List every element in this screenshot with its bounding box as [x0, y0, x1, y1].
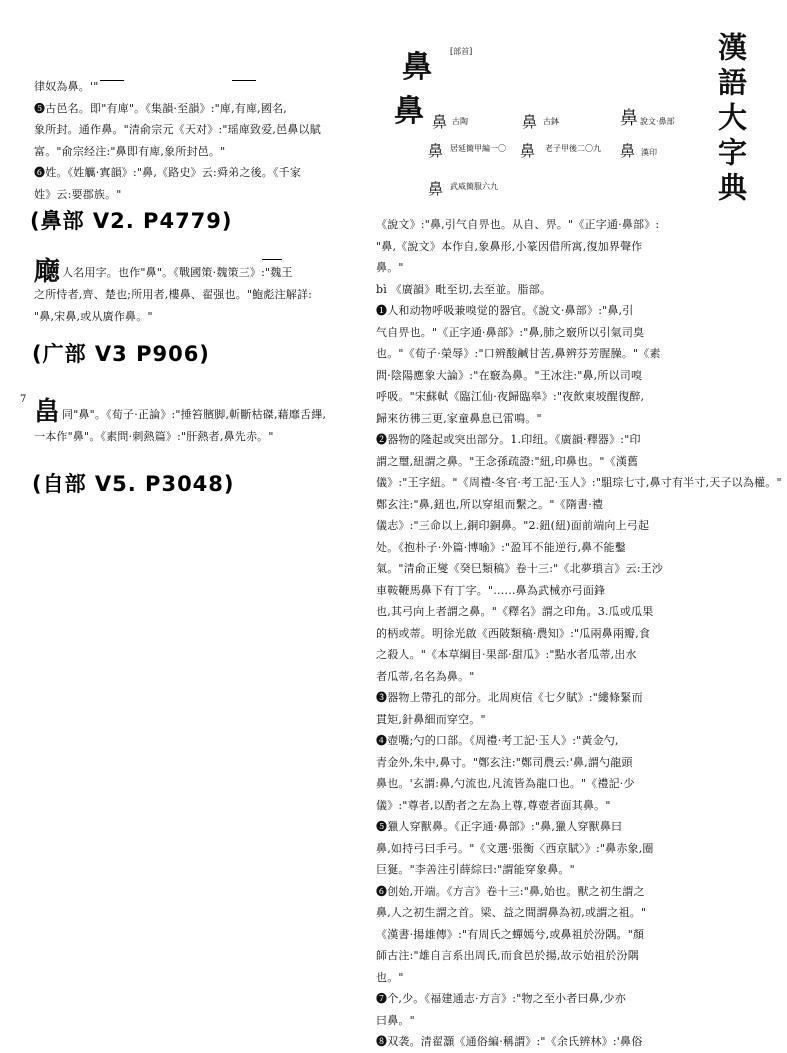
definition-line: 貫矩,針鼻細而穿空。" [376, 712, 486, 726]
left-top-line: 富。"俞宗经注:"鼻即有庳,象所封邑。" [34, 144, 226, 158]
entry-3-line: 一本作"鼻"。《素問·刺熱篇》:"肝熱者,鼻先赤。" [34, 430, 274, 443]
definition-line: 儀志》:"三命以上,銅印銅鼻。"2.鈕(紐)面前端向上弓起 [376, 519, 650, 532]
left-top-line: ❺古邑名。即"有庳"。《集韻·至韻》:"庳,有庳,國名, [34, 101, 287, 115]
definition-line: ❼个,少。《福建通志·方言》:"物之至小者曰鼻,少亦 [376, 992, 626, 1005]
ancient-glyph: 鼻 [522, 113, 538, 131]
definition-line: 也。"《荀子·榮辱》:"口辨酸鹹甘苦,鼻辨芬芳腥臊。"《素 [376, 347, 661, 360]
definition-line: 車鞍鞭馬鼻下有丁字。"……鼻為武械亦弓面鋒 [376, 583, 606, 597]
definition-line: 也。" [376, 970, 404, 984]
entry-2-continued [34, 284, 364, 327]
left-column [34, 76, 364, 205]
definition-line: 鼻也。'玄謂:鼻,勺流也,凡流皆為龍口也。"《禮記·少 [376, 777, 635, 790]
definition-line: 巨狿。"李善注引薛綜曰:"謂能穿象鼻。" [376, 863, 575, 876]
definition-line: "鼻,《說文》本作自,象鼻形,小篆因借所寓,復加界聲作 [376, 239, 643, 253]
entry-3-line: 同"鼻"。《荀子·正論》:"捶笞臏脚,斬斷枯磔,藉靡舌縪, [62, 408, 327, 421]
left-top-line: ❻姓。《姓觽·寘韻》:"鼻,《路史》云:舜弟之後。《千家 [34, 166, 302, 179]
glyph-label: 居延簡甲編一〇 [450, 144, 506, 153]
handwritten-note-1: (鼻部 V2. P4779) [30, 209, 233, 233]
entry-2-line: "鼻,宋鼻,或从廣作鼻。" [34, 309, 153, 323]
definition-line: 处。《抱朴子·外篇·博喻》:"盈耳不能逆行,鼻不能鑿 [376, 540, 626, 554]
definition-line: 《說文》:"鼻,引气自畀也。从自、畀。"《正字通·鼻部》: [376, 218, 660, 231]
definition-line: 謂之璽,紐謂之鼻。"王念孫疏證:"紐,印鼻也。"《漢舊 [376, 454, 639, 468]
definition-line: bì 《廣韻》毗至切,去至並。脂部。 [376, 282, 552, 296]
definition-line: 歸來彷彿三更,家童鼻息已雷鳴。" [376, 411, 542, 425]
definition-line: ❷器物的隆起或突出部分。1.印纽。《廣韻·釋器》:"印 [376, 433, 641, 446]
ancient-glyph: 鼻 [432, 113, 448, 131]
head-char-large: 鼻 [394, 94, 424, 129]
definition-line: 鼻,人之初生謂之首。梁、益之間謂鼻為初,或謂之祖。" [376, 906, 647, 919]
definition-line: 之殺人。"《本草綱目·果部·甜瓜》:"點水者瓜蒂,出水 [376, 648, 637, 661]
definition-line: 儀》:"尊者,以酌者之左為上尊,尊壺者面其鼻。" [376, 798, 611, 812]
definition-line: ❺獵人穿獸鼻。《正字通·鼻部》:"鼻,獵人穿獸鼻曰 [376, 820, 623, 833]
definition-line: 氣。"清俞正燮《癸巳類稿》卷十三:"《北夢瑣言》云:王沙 [376, 562, 664, 575]
definition-line: 鄭玄注:"鼻,鈕也,所以穿組而繫之。"《隋書·禮 [376, 497, 604, 511]
definition-line: 者瓜蒂,名名為鼻。" [376, 669, 475, 683]
handwritten-note-3: (自部 V5. P3048) [32, 472, 235, 496]
ancient-glyph: 鼻 [428, 142, 444, 160]
entry-2-body [62, 262, 362, 284]
left-top-line: 姓》云:要郡族。" [34, 187, 122, 201]
left-top-line: 律奴為鼻。'" [34, 80, 99, 93]
entry-2-line: 之所恃者,齊、楚也;所用者,樓鼻、翟强也。"鮑彪注解詳: [34, 288, 313, 301]
entry-3-stroke-count: 7 [20, 394, 27, 405]
entry-2-line: 人名用字。也作"鼻"。《戰國策·魏策三》:"魏王 [62, 266, 293, 279]
definition-line: 曰鼻。" [376, 1013, 415, 1027]
handwritten-note-2: (广部 V3 P906) [32, 342, 210, 366]
glyph-label: 漢印 [641, 148, 657, 157]
entry-char-2: 廰 [34, 257, 61, 287]
ancient-glyph: 鼻 [620, 108, 638, 129]
definition-line: 青金外,朱中,鼻寸。"鄭玄注:"鄭司農云:'鼻,謂勺龍頭 [376, 755, 633, 769]
definition-line: 的柄或蒂。明徐光啟《西陂類稿·農知》:"瓜兩鼻兩瓣,食 [376, 626, 651, 640]
definition-line: 《漢書·揚雄傳》:"有周氏之蟬嫣兮,或鼻祖於汾隅。"顏 [376, 927, 645, 941]
definition-line: 鼻。" [376, 261, 404, 274]
definition-line: ❻创始,开端。《方言》卷十三:"鼻,始也。獸之初生謂之 [376, 884, 645, 898]
glyph-label: 老子甲後二〇九 [545, 144, 601, 153]
right-column-body [376, 214, 782, 1053]
glyph-label: 武威簡服六九 [450, 182, 498, 191]
definition-line: 呼吸。"宋蘇軾《臨江仙·夜歸臨皋》:"夜飲東坡醒復醉, [376, 390, 645, 403]
definition-line: ❶人和动物呼吸兼嗅觉的器官。《說文·鼻部》:"鼻,引 [376, 304, 634, 317]
definition-line: 气自畀也。"《正字通·鼻部》:"鼻,肺之竅所以引氣司臭 [376, 325, 645, 339]
definition-line: ❽双袭。清翟灝《通俗編·稱謂》:"《余氏辨林》:'鼻俗 [376, 1035, 643, 1048]
definition-line: ❹壺嘴;勺的口部。《周禮·考工記·玉人》:"黃金勺, [376, 734, 619, 747]
entry-char-3: 畠 [34, 397, 61, 427]
entry-3-continued [34, 426, 364, 448]
definition-line: 師古注:"雄自言系出周氏,而食邑於揚,故示始祖於汾隅 [376, 949, 639, 962]
book-title: 漢語大字典 [714, 32, 748, 207]
definition-line: 儀》:"王字紐。"《周禮·冬官·考工記·玉人》:"駔琮七寸,鼻寸有半寸,天子以為權。" [376, 476, 782, 489]
left-top-line: 象所封。通作鼻。"清俞宗元《天对》:"瑶庳致爱,邑鼻以賦 [34, 123, 321, 136]
head-radical-note: [部首] [450, 47, 473, 56]
glyph-label: 說文·鼻部 [640, 117, 675, 126]
definition-line: 也,其弓向上者謂之鼻。"《釋名》謂之印角。3.瓜或瓜果 [376, 605, 654, 618]
ancient-glyph: 鼻 [428, 180, 444, 198]
definition-line: ❸器物上帶孔的部分。北周庾信《七夕賦》:"縷條緊而 [376, 691, 643, 704]
head-char: 鼻 [402, 50, 432, 85]
definition-line: 問·陰陽應象大論》:"在竅為鼻。"王冰注:"鼻,所以司嗅 [376, 368, 643, 382]
entry-3-body [62, 404, 362, 426]
glyph-label: 古鉢 [543, 117, 559, 126]
ancient-glyph: 鼻 [620, 142, 636, 160]
ancient-glyph: 鼻 [520, 142, 536, 160]
glyph-label: 古陶 [452, 117, 468, 126]
definition-line: 鼻,如持弓曰手弓。"《文選·張衡〈西京賦〉》:"鼻赤象,圈 [376, 841, 654, 855]
